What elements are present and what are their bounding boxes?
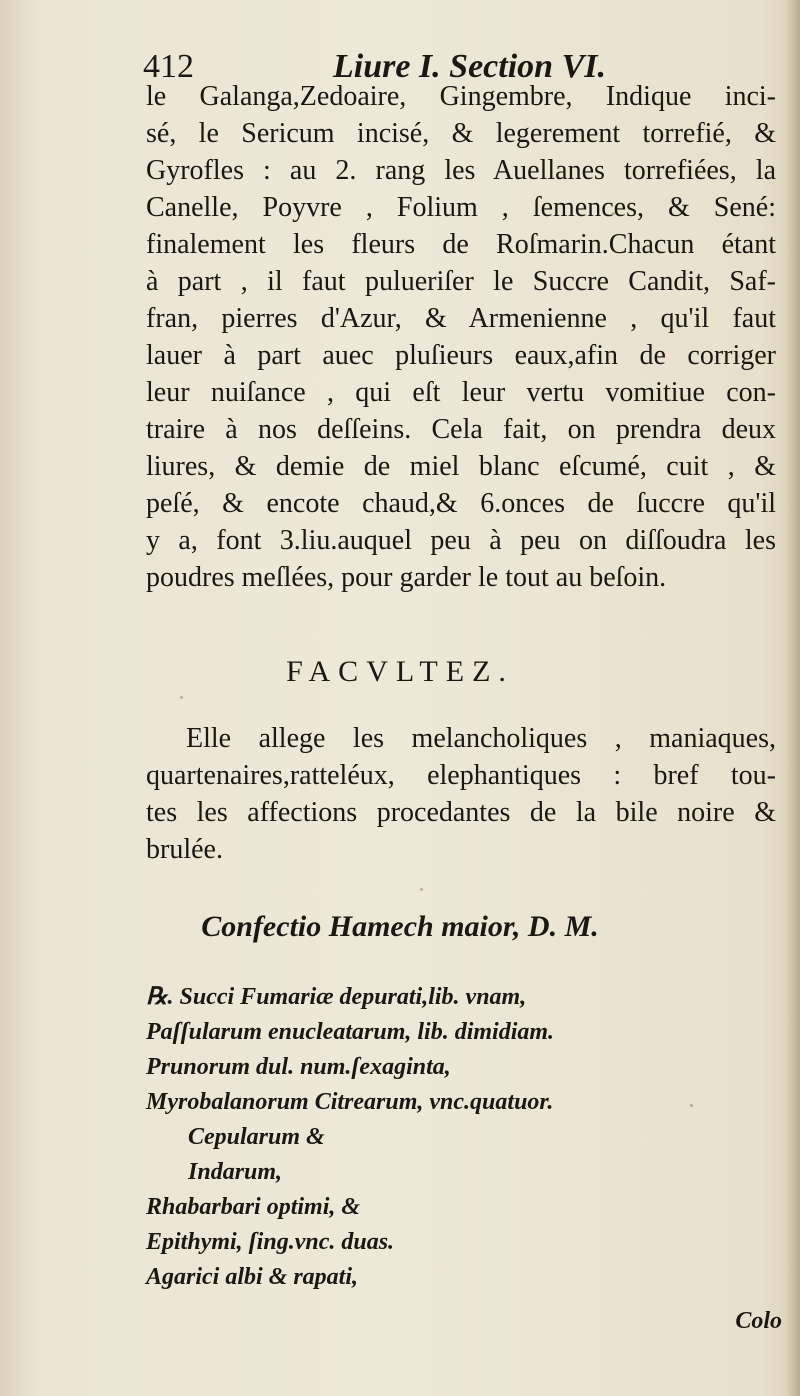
ingredient-line: Indarum, (188, 1159, 283, 1185)
ingredient-line: Epithymi, ſing.vnc. duas. (146, 1229, 395, 1255)
section-heading-facultez: FACVLTEZ. (286, 655, 514, 688)
text-line: poudres meſlées, pour garder le tout au beſoin. (146, 562, 667, 593)
ingredient-line: Rhabarbari optimi, & (146, 1194, 361, 1220)
page-number: 412 (143, 48, 194, 85)
ingredient-list (146, 980, 746, 1295)
text-line: le Galanga,Zedoaire, Gingembre, Indique inci- (146, 81, 776, 112)
facultez-paragraph (146, 720, 776, 868)
text-line: liures, & demie de miel blanc eſcumé, cuit , & (146, 451, 776, 482)
page-edge-shadow (786, 0, 800, 1396)
catchword: Colo (735, 1308, 782, 1334)
text-line: brulée. (146, 834, 223, 865)
text-line: leur nuiſance , qui eſt leur vertu vomitiue con- (146, 377, 776, 408)
paper-speck (180, 696, 183, 699)
paper-speck (612, 212, 615, 215)
text-line: à part , il faut pulueriſer le Succre Candit, Saf- (146, 266, 776, 297)
main-paragraph (146, 78, 776, 596)
text-line: traire à nos deſſeins. Cela fait, on prendra deux (146, 414, 776, 445)
text-line: sé, le Sericum incisé, & legerement torrefié, & (146, 118, 776, 149)
recipe-title: Confectio Hamech maior, D. M. (201, 910, 599, 943)
text-line: Elle allege les melancholiques , maniaques, (186, 723, 776, 754)
ingredient-line: Prunorum dul. num.ſexaginta, (146, 1054, 451, 1080)
text-line: fran, pierres d'Azur, & Armenienne , qu'il faut (146, 303, 776, 334)
ingredient-line: Myrobalanorum Citrearum, vnc.quatuor. (146, 1089, 554, 1115)
text-line: peſé, & encote chaud,& 6.onces de ſuccre qu'il (146, 488, 776, 519)
text-line: Canelle, Poyvre , Folium , ſemences, & Sené: (146, 192, 776, 223)
text-line: quartenaires,ratteléux, elephantiques : bref tou- (146, 760, 776, 791)
text-line: lauer à part auec pluſieurs eaux,afin de corriger (146, 340, 776, 371)
text-line: finalement les fleurs de Roſmarin.Chacun étant (146, 229, 776, 260)
paper-speck (420, 888, 423, 891)
ingredient-line: Agarici albi & rapati, (146, 1264, 359, 1290)
text-line: y a, font 3.liu.auquel peu à peu on diſſoudra les (146, 525, 776, 556)
running-title: Liure I. Section VI. (333, 48, 606, 85)
paper-speck (690, 1104, 693, 1107)
ingredient-line: ℞. Succi Fumariæ depurati,lib. vnam, (146, 984, 527, 1010)
text-line: Gyrofles : au 2. rang les Auellanes torrefiées, la (146, 155, 776, 186)
ingredient-line: Cepularum & (188, 1124, 325, 1150)
ingredient-line: Paſſularum enucleatarum, lib. dimidiam. (146, 1019, 555, 1045)
text-line: tes les affections procedantes de la bile noire & (146, 797, 776, 828)
